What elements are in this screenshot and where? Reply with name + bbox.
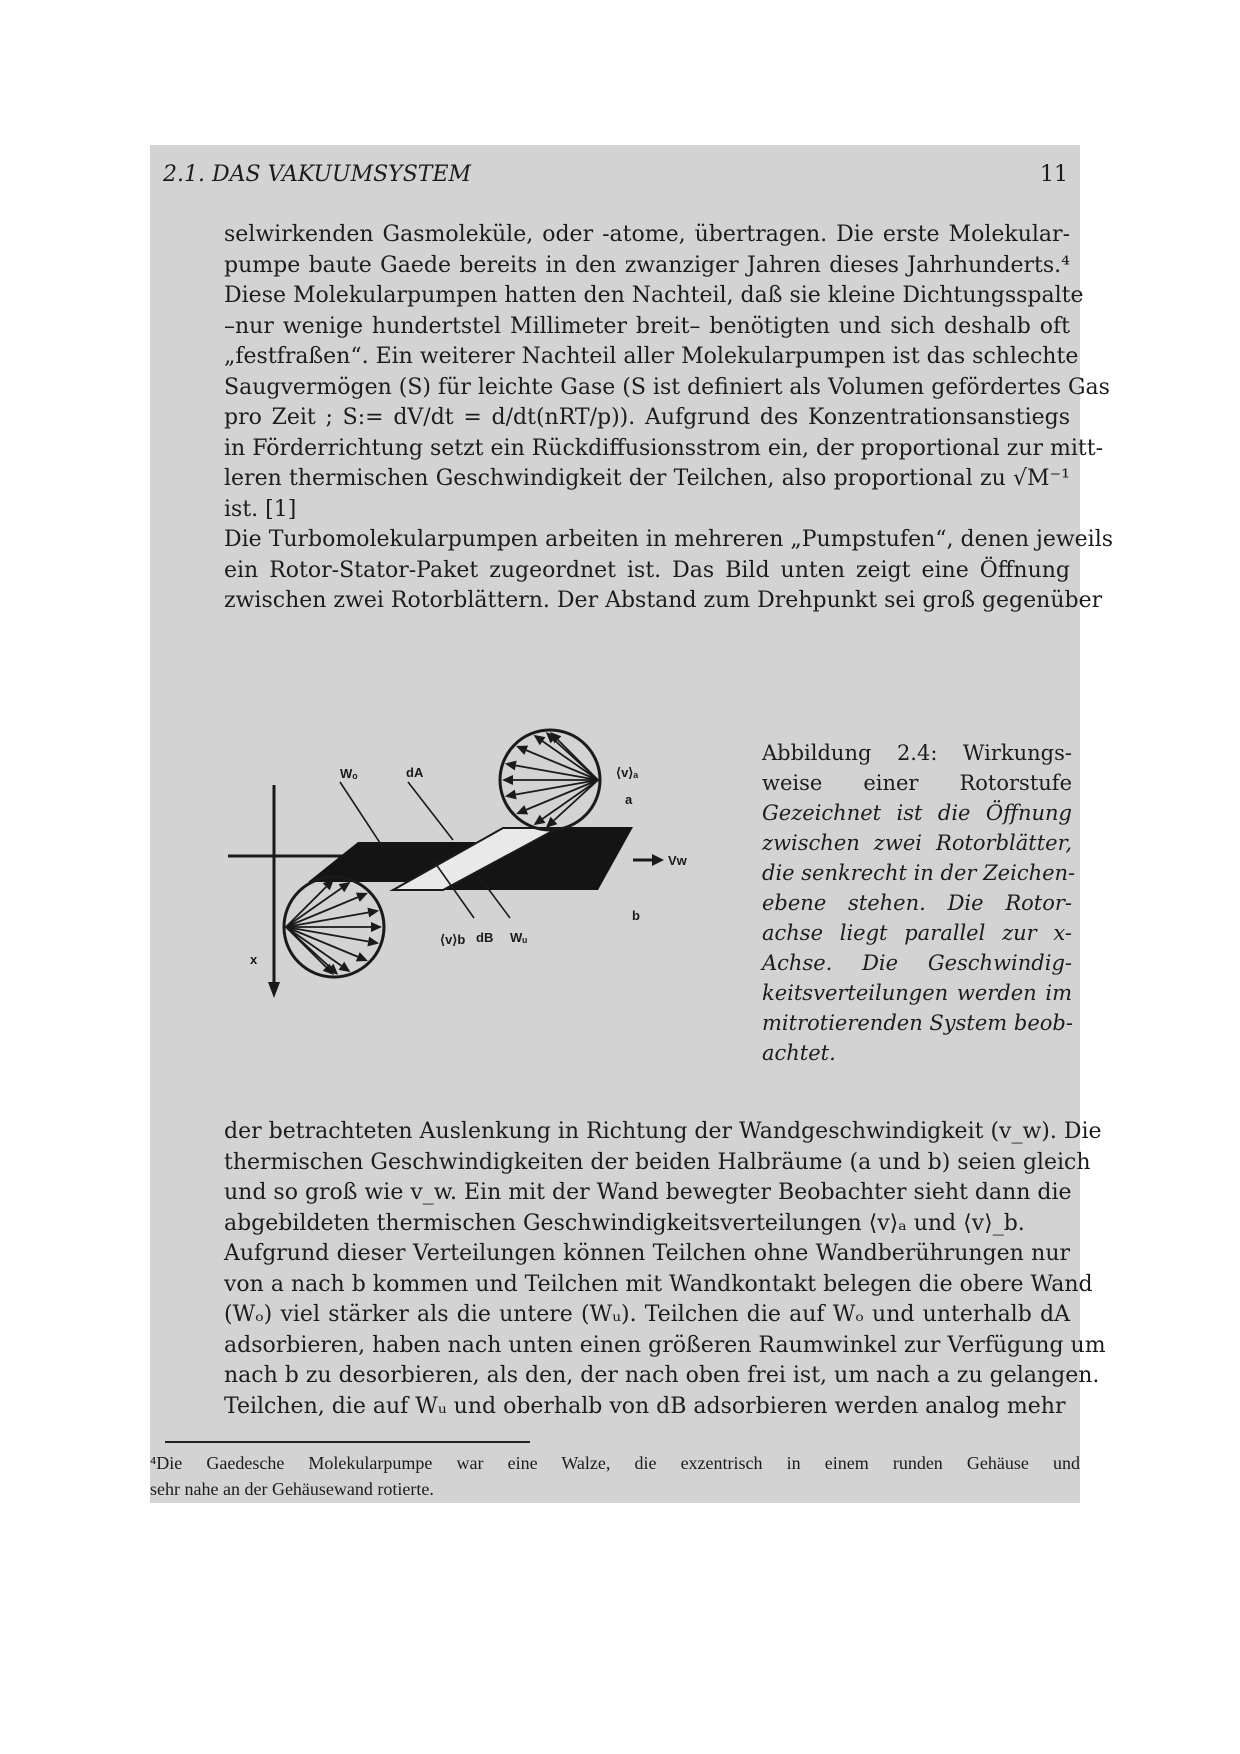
velocity-arrowhead: [534, 815, 546, 825]
body-line: nach b zu desorbieren, als den, der nach oben frei ist, um nach a zu gelangen.: [224, 1363, 1100, 1388]
running-header: [163, 162, 1068, 198]
label-a: a: [625, 792, 633, 807]
body-line: selwirkenden Gasmoleküle, oder -atome, übertragen. Die erste Molekular-: [224, 222, 1070, 247]
body-line: Diese Molekularpumpen hatten den Nachteil, daß sie kleine Dichtungsspalte: [224, 283, 1084, 308]
velocity-arrowhead: [339, 882, 351, 892]
body-text-bottom: [224, 1117, 1106, 1422]
figure-rotor-stage: [228, 720, 748, 1020]
body-line: ist. [1]: [224, 496, 297, 522]
body-line: pro Zeit ; S:= dV/dt = d/dt(nRT/p)). Aufgrund des Konzentrationsanstiegs: [224, 405, 1070, 430]
figure-caption: [762, 738, 1076, 1068]
velocity-arrowhead: [505, 761, 517, 771]
body-line: Saugvermögen (S) für leichte Gase (S ist definiert als Volumen gefördertes Gas: [224, 374, 1110, 400]
body-line: –nur wenige hundertstel Millimeter breit– benötigten und sich deshalb oft: [224, 313, 1070, 339]
body-line: ein Rotor-Stator-Paket zugeordnet ist. Das Bild unten zeigt eine Öffnung: [224, 557, 1070, 583]
section-title: 2.1. DAS VAKUUMSYSTEM: [163, 162, 472, 187]
velocity-distribution-a: [500, 730, 600, 830]
body-line: Die Turbomolekularpumpen arbeiten in mehreren „Pumpstufen“, denen jeweils: [224, 527, 1114, 552]
label-db: dB: [476, 930, 494, 945]
velocity-distribution-b: [284, 877, 384, 977]
body-line: Aufgrund dieser Verteilungen können Teilchen ohne Wandberührungen nur: [224, 1241, 1070, 1266]
label-vw: Vw: [668, 853, 687, 868]
body-line: der betrachteten Auslenkung in Richtung der Wandgeschwindigkeit (v_w). Die: [224, 1119, 1102, 1144]
footnote-line: ⁴Die Gaedesche Molekularpumpe war eine Walze, die exzentrisch in einem runden Gehäuse und: [150, 1453, 1080, 1473]
wo-indicator-line: [340, 782, 386, 852]
caption-line: achtet.: [762, 1041, 836, 1065]
caption-line: keitsverteilungen werden im: [762, 981, 1072, 1005]
velocity-arrowhead: [534, 735, 546, 745]
label-wo: Wₒ: [340, 766, 358, 781]
body-line: von a nach b kommen und Teilchen mit Wandkontakt belegen die obere Wand: [224, 1271, 1093, 1297]
page-number: 11: [1040, 162, 1068, 187]
body-line: in Förderrichtung setzt ein Rückdiffusionsstrom ein, der proportional zur mitt-: [224, 435, 1104, 461]
body-line: zwischen zwei Rotorblättern. Der Abstand zum Drehpunkt sei groß gegenüber: [224, 588, 1103, 613]
body-line: abgebildeten thermischen Geschwindigkeitsverteilungen ⟨v⟩ₐ und ⟨v⟩_b.: [224, 1210, 1025, 1236]
velocity-arrowhead: [505, 790, 517, 800]
label-b: b: [632, 908, 640, 923]
body-line: „festfraßen“. Ein weiterer Nachteil aller Molekularpumpen ist das schlechte: [224, 344, 1079, 369]
velocity-arrowhead: [502, 775, 513, 785]
label-wu: Wᵤ: [510, 930, 528, 945]
body-line: (Wₒ) viel stärker als die untere (Wᵤ). Teilchen die auf Wₒ und unterhalb dA: [224, 1302, 1070, 1327]
caption-line: weise einer Rotorstufe: [762, 771, 1072, 795]
body-line: leren thermischen Geschwindigkeit der Teilchen, also proportional zu √M⁻¹: [224, 466, 1070, 491]
caption-line: Abbildung 2.4: Wirkungs-: [762, 741, 1072, 765]
caption-line: zwischen zwei Rotorblätter,: [762, 831, 1072, 855]
velocity-arrowhead: [371, 922, 382, 932]
caption-line: achse liegt parallel zur x-: [762, 921, 1072, 945]
label-va: ⟨v⟩ₐ: [616, 765, 639, 780]
body-line: thermischen Geschwindigkeiten der beiden Halbräume (a und b) seien gleich: [224, 1149, 1091, 1175]
body-line: und so groß wie v_w. Ein mit der Wand bewegter Beobachter sieht dann die: [224, 1180, 1072, 1205]
caption-line: die senkrecht in der Zeichen-: [762, 861, 1076, 885]
body-line: adsorbieren, haben nach unten einen größeren Raumwinkel zur Verfügung um: [224, 1332, 1106, 1358]
caption-line: Achse. Die Geschwindig-: [762, 951, 1072, 975]
x-axis-arrowhead: [268, 982, 280, 998]
footnote-line: sehr nahe an der Gehäusewand rotierte.: [150, 1479, 434, 1499]
caption-line: ebene stehen. Die Rotor-: [762, 891, 1072, 915]
label-vb: ⟨v⟩b: [440, 932, 466, 947]
velocity-arrowhead: [367, 937, 379, 947]
label-x: x: [250, 952, 258, 967]
da-indicator-line: [408, 782, 453, 840]
body-line: Teilchen, die auf Wᵤ und oberhalb von dB adsorbieren werden analog mehr: [224, 1393, 1066, 1419]
velocity-arrowhead: [339, 962, 351, 972]
body-line: pumpe baute Gaede bereits in den zwanziger Jahren dieses Jahrhunderts.⁴: [224, 252, 1070, 278]
wall-velocity-arrowhead: [652, 854, 664, 866]
body-text-top: [224, 220, 1114, 617]
velocity-arrowhead: [367, 908, 379, 918]
caption-line: mitrotierenden System beob-: [762, 1011, 1073, 1035]
footnote: [150, 1450, 1080, 1502]
footnote-rule: [165, 1441, 530, 1443]
caption-line: Gezeichnet ist die Öffnung: [762, 801, 1072, 825]
label-da: dA: [406, 765, 424, 780]
